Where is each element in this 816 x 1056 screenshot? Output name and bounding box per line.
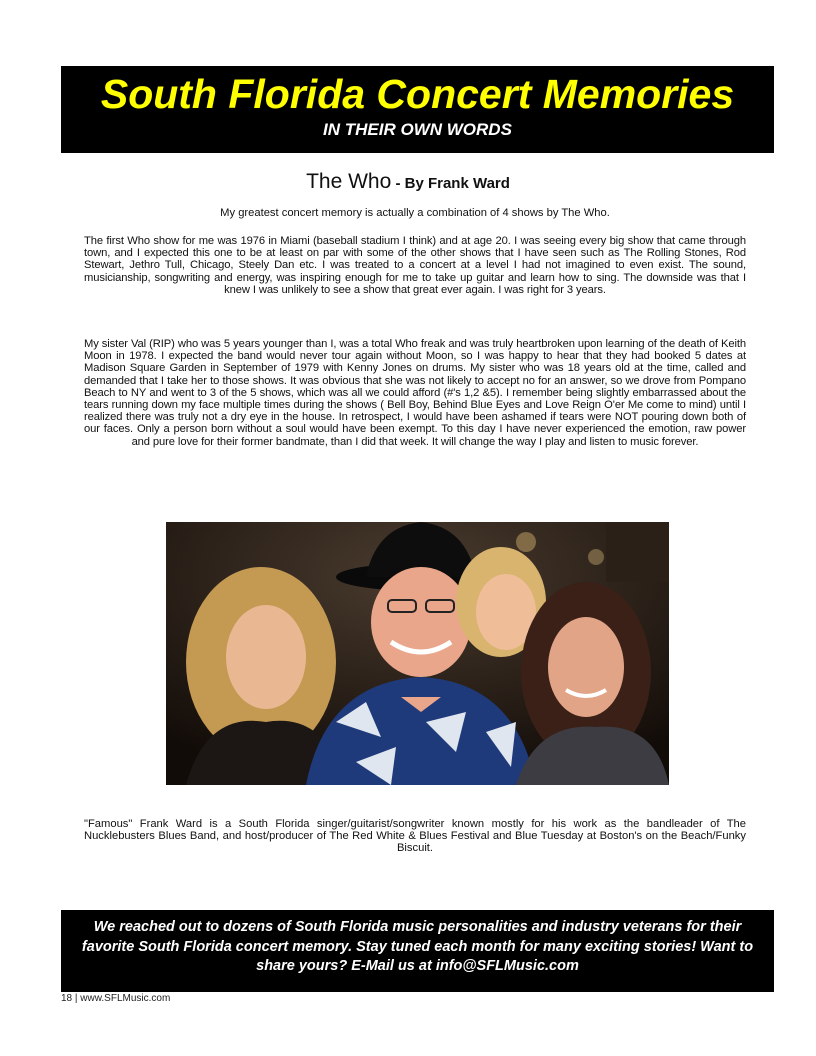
footer-message: We reached out to dozens of South Florida music personalities and industry veterans for their favorite South Florida concert memory. Stay tuned each month for many exciting stories! Want to share yours? E-Mail us at info@SFLMusic.com: [81, 919, 754, 974]
article-paragraph-2: My sister Val (RIP) who was 5 years younger than I, was a total Who freak and was truly heartbroken upon learning of the death of Keith Moon in 1978. I expected the band would never tour again without Moon, so I was happy to hear that they had booked 5 dates at Madison Square Garden in September of 1979 with Kenny Jones on drums. My sister who was 18 years old at the time, called and demanded that I take her to those shows. It was obvious that she was not likely to accept no for an answer, so we drove from Pompano Beach to NY and went to 3 of the 5 shows, which was all we could afford (#'s 1,2 &5). I remember being slightly embarrassed about the tears running down my face multiple times during the shows ( Bell Boy, Behind Blue Eyes and Love Reign O'er Me come to mind) until I realized there was truly not a dry eye in the house. In retrospect, I would have been ashamed if tears were NOT pouring down both of our faces. Only a person born without a soul would have been exempt. To this day I have never experienced the emotion, raw power and pure love for their former bandmate, than I did that week. It will change the way I play and listen to music forever.: [84, 338, 746, 448]
article-heading: [0, 169, 816, 197]
header-banner: [61, 66, 774, 153]
article-paragraph-1: The first Who show for me was 1976 in Miami (baseball stadium I think) and at age 20. I was seeing every big show that came through town, and I expected this one to be at least on par with some of the other shows that I have seen such as The Rolling Stones, Rod Stewart, Jethro Tull, Chicago, Steely Dan etc. I was treated to a concert at a level I had not imagined to even exist. The sound, musicianship, songwriting and energy, was inspiring enough for me to take up guitar and learn how to sing. The downside was that I knew I was unlikely to see a show that great ever again. I was right for 3 years.: [84, 235, 746, 296]
page-title: South Florida Concert Memories: [100, 71, 735, 117]
page-number: 18 | www.SFLMusic.com: [61, 993, 171, 1004]
article-byline: - By Frank Ward: [391, 175, 510, 192]
article-title: The Who: [306, 170, 392, 193]
article-intro: My greatest concert memory is actually a combination of 4 shows by The Who.: [220, 207, 610, 219]
photo-caption: "Famous" Frank Ward is a South Florida singer/guitarist/songwriter known mostly for his work as the bandleader of The Nucklebusters Blues Band, and host/producer of The Red White & Blues Festival and Blue Tuesday at Boston's on the Beach/Funky Biscuit.: [84, 818, 746, 855]
footer-banner: [61, 910, 774, 992]
page-subtitle: IN THEIR OWN WORDS: [323, 120, 512, 139]
group-photo: [166, 522, 669, 785]
